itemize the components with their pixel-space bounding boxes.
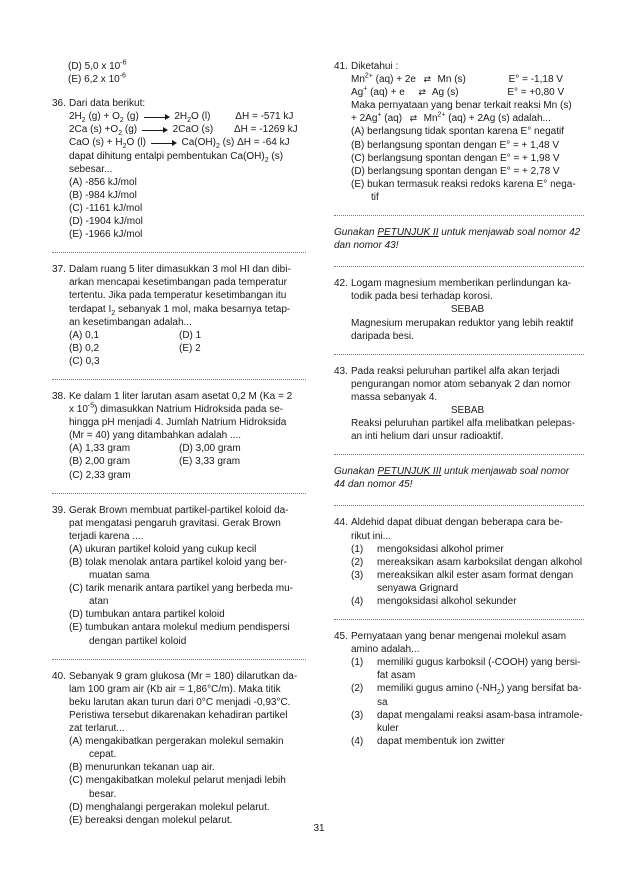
question-number: 39. <box>52 504 66 516</box>
question-stem: sebesar... <box>69 163 113 175</box>
option-c: (C) 2,33 gram <box>69 469 131 481</box>
equilibrium-arrow-icon: ⇄ <box>418 87 425 98</box>
divider <box>52 379 306 380</box>
option-d: (D) 3,00 gram <box>179 443 241 455</box>
question-number: 41. <box>334 61 348 72</box>
option-d: (D) tumbukan antara partikel koloid <box>69 609 225 621</box>
question-line: (Mr = 40) yang ditambahkan adalah .... <box>69 430 242 442</box>
question-line: beku larutan akan turun dari 0°C menjadi -0,93°C. <box>69 696 291 708</box>
option-b: (B) -984 kJ/mol <box>69 189 137 201</box>
question-line: x $10^{-5}$) dimasukkan Natrium Hidroksida pada se- <box>69 402 284 416</box>
question-number: 36. <box>52 98 66 110</box>
option-c: (C) 0,3 <box>69 355 100 367</box>
option-a: (A) -856 kJ/mol <box>69 176 137 188</box>
instruction-petunjuk-2: Gunakan PETUNJUK II untuk menjawab soal nomor 42 dan nomor 43! <box>334 227 581 252</box>
equilibrium-arrow-icon: ⇄ <box>423 74 431 85</box>
question-line: pat mengatasi pengaruh gravitasi. Gerak Brown <box>69 517 281 529</box>
question-number: 40. <box>52 670 66 682</box>
option-a-cont: cepat. <box>89 749 117 761</box>
question-line: tertentu. Jika pada temperatur kesetimbangan itu <box>69 290 287 302</box>
question-line: arkan mencapai kesetimbangan pada temperatur <box>69 277 287 289</box>
question-number: 37. <box>52 264 66 276</box>
divider <box>52 659 306 660</box>
left-column <box>52 60 306 838</box>
question-39 <box>52 504 306 648</box>
reaction-2: Ag+ (aq) + e ⇄ Ag (s) E° = +0,80 V <box>351 85 565 99</box>
equation-3: CaO $(s) + H_2O$ (l) $Ca(OH)_2$ (s) ΔH = -64 kJ <box>69 137 290 151</box>
question-line: todik pada besi terhadap korosi. <box>351 291 493 303</box>
question-line: Peristiwa tersebut dikarenakan kehadiran partikel <box>69 709 288 721</box>
divider <box>52 252 306 253</box>
option-2: (2) mereaksikan asam karboksilat dengan alkohol <box>351 556 583 568</box>
q35-tail <box>52 60 306 86</box>
equation-1: $2H_2$ $(g) + O_2$ (g) $2H_2O$ (l) ΔH = -571 kJ <box>69 111 294 125</box>
question-line: rikut ini... <box>351 530 392 542</box>
question-line: Logam magnesium memberikan perlindungan ka- <box>351 278 572 290</box>
question-line: Pernyataan yang benar mengenai molekul asam <box>351 631 567 643</box>
question-line: amino adalah... <box>351 644 420 656</box>
option-a: (A) berlangsung tidak spontan karena E° negatif <box>351 126 565 138</box>
option-3-cont: senyawa Grignard <box>377 582 459 594</box>
option-1: (1) mengoksidasi alkohol primer <box>351 543 504 555</box>
question-line: Magnesium merupakan reduktor yang lebih reaktif <box>351 317 574 329</box>
option-c: (C) berlangsung spontan dengan E° = + 1,98 V <box>351 152 560 164</box>
question-45 <box>334 630 584 748</box>
divider <box>52 493 306 494</box>
divider <box>334 505 584 506</box>
option-b: (B) tolak menolak antara partikel koloid yang ber- <box>69 557 287 568</box>
option-3: (3) dapat mengalami reaksi asam-basa intramole- <box>351 709 583 721</box>
reaction-1: $Mn^{2+}$ (aq) + 2e ⇄ Mn (s) E° = -1,18 V <box>351 72 563 86</box>
question-line: Pada reaksi peluruhan partikel alfa akan terjadi <box>351 365 560 377</box>
option-e: (E) -1966 kJ/mol <box>69 229 143 241</box>
option-3-cont: kuler <box>377 722 399 734</box>
option-4: (4) dapat membentuk ion zwitter <box>351 735 505 747</box>
option-1-cont: fat asam <box>377 670 416 682</box>
question-line: Dalam ruang 5 liter dimasukkan 3 mol HI dan dibi- <box>69 264 291 276</box>
option-b: (B) 0,2 <box>69 342 100 354</box>
option-b: (B) menurunkan tekanan uap air. <box>69 762 215 774</box>
question-line: Sebanyak 9 gram glukosa (Mr = 180) dilarutkan da- <box>69 670 298 682</box>
question-stem: dapat dihitung entalpi pembentukan $Ca(OH)_2$ (s) <box>69 150 284 164</box>
option-e: (E) bukan termasuk reaksi redoks karena E° nega- <box>351 178 576 190</box>
option-c: (C) mengakibatkan molekul pelarut menjadi lebih <box>69 775 286 787</box>
option-c: (C) -1161 kJ/mol <box>69 202 143 214</box>
question-line: daripada besi. <box>351 330 414 342</box>
question-line: Ke dalam 1 liter larutan asam asetat 0,2 M (Ka = 2 <box>69 390 293 402</box>
option-row <box>69 442 306 455</box>
question-number: 45. <box>334 631 348 643</box>
question-number: 44. <box>334 517 348 529</box>
option-c-cont: besar. <box>89 788 117 800</box>
option-a: (A) ukuran partikel koloid yang cukup kecil <box>69 543 257 555</box>
option-row <box>69 342 306 355</box>
question-intro: Dari data berikut: <box>69 98 146 110</box>
option-d: (D) menghalangi pergerakan molekul pelarut. <box>69 801 270 813</box>
option-e: (E) 2 <box>179 342 201 354</box>
question-line: hingga pH menjadi 4. Jumlah Natrium Hidroksida <box>69 417 287 429</box>
question-line: lam 100 gram air (Kb air = 1,86°C/m). Maka titik <box>69 683 281 695</box>
option-a: (A) 0,1 <box>69 329 100 341</box>
option-row <box>69 455 306 468</box>
option-e-cont: tif <box>371 191 379 203</box>
question-42 <box>334 277 584 342</box>
option-d: (D) 5,0 x $10^{-6}$ <box>68 59 127 72</box>
question-number: 38. <box>52 390 66 402</box>
question-line: zat terlarut... <box>69 723 125 735</box>
divider <box>334 266 584 267</box>
option-row <box>69 329 306 342</box>
question-line: Aldehid dapat dibuat dengan beberapa cara be- <box>351 517 563 529</box>
option-e: (E) 6,2 x $10^{-6}$ <box>68 72 126 86</box>
arrow-icon <box>142 127 168 133</box>
sebab-label: SEBAB <box>450 404 485 416</box>
instruction-link: PETUNJUK II <box>377 227 439 239</box>
divider <box>334 454 584 455</box>
question-41 <box>334 60 584 204</box>
question-line: pengurangan nomor atom sebanyak 2 dan nomor <box>351 378 571 390</box>
question-44 <box>334 516 584 608</box>
question-43 <box>334 365 584 444</box>
option-d: (D) 1 <box>179 329 202 341</box>
option-a: (A) 1,33 gram <box>69 443 131 455</box>
option-a: (A) mengakibatkan pergerakan molekul semakin <box>69 736 284 748</box>
option-b: (B) 2,00 gram <box>69 456 131 468</box>
option-2-cont: sa <box>377 696 388 708</box>
question-36 <box>52 97 306 241</box>
option-e-cont: dengan partikel koloid <box>89 635 187 647</box>
option-1: (1) memiliki gugus karboksil (-COOH) yang bersi- <box>351 657 581 669</box>
question-number: 43. <box>334 365 348 377</box>
question-line: Gerak Brown membuat partikel-partikel koloid da- <box>69 504 289 516</box>
question-line: massa sebanyak 4. <box>351 391 438 403</box>
question-stem: Maka pernyataan yang benar terkait reaksi Mn (s) <box>351 100 572 112</box>
option-e: (E) tumbukan antara molekul medium pendispersi <box>69 622 290 634</box>
right-column <box>334 60 584 759</box>
option-2: (2) memiliki gugus amino $(-NH_2)$ yang bersifat ba- <box>351 683 582 697</box>
instruction-link: PETUNJUK III <box>377 466 442 478</box>
divider <box>334 215 584 216</box>
arrow-icon <box>151 140 177 146</box>
question-line: an inti helium dari unsur radioaktif. <box>351 431 504 443</box>
question-intro: Diketahui : <box>351 61 399 72</box>
option-b: (B) berlangsung spontan dengan E° = + 1,48 V <box>351 139 560 151</box>
question-38 <box>52 390 306 482</box>
question-line: terdapat $I_2$ sebanyak 1 mol, maka besarnya tetap- <box>69 303 291 317</box>
question-line: Reaksi peluruhan partikel alfa melibatkan pelepas- <box>351 418 576 430</box>
question-number: 42. <box>334 278 348 290</box>
question-37 <box>52 263 306 368</box>
option-c-cont: atan <box>89 596 109 608</box>
question-line: terjadi karena .... <box>69 530 144 542</box>
option-b-cont: muatan sama <box>89 570 150 582</box>
question-line: an kesetimbangan adalah... <box>69 316 192 328</box>
sebab-label: SEBAB <box>450 304 485 316</box>
option-d: (D) -1904 kJ/mol <box>69 216 143 228</box>
question-stem: + 2Ag+ (aq) ⇄ $Mn^{2+}$ (aq) + 2Ag (s) adalah... <box>351 112 551 125</box>
instruction-petunjuk-3: Gunakan PETUNJUK III untuk menjawab soal nomor 44 dan nomor 45! <box>334 466 570 491</box>
option-d: (D) berlangsung spontan dengan E° = + 2,78 V <box>351 165 560 177</box>
equilibrium-arrow-icon: ⇄ <box>409 113 417 124</box>
page-number: 31 <box>313 823 325 834</box>
option-e: (E) bereaksi dengan molekul pelarut. <box>69 814 233 826</box>
option-4: (4) mengoksidasi alkohol sekunder <box>351 596 517 607</box>
arrow-icon <box>144 114 170 120</box>
equation-2: 2Ca $(s) +O_2$ (g) 2CaO (s) ΔH = -1269 kJ <box>69 124 298 138</box>
divider <box>334 619 584 620</box>
question-40 <box>52 670 306 827</box>
option-3: (3) mereaksikan alkil ester asam format dengan <box>351 569 574 581</box>
option-e: (E) 3,33 gram <box>179 456 241 468</box>
divider <box>334 354 584 355</box>
option-c: (C) tarik menarik antara partikel yang berbeda mu- <box>69 583 293 595</box>
